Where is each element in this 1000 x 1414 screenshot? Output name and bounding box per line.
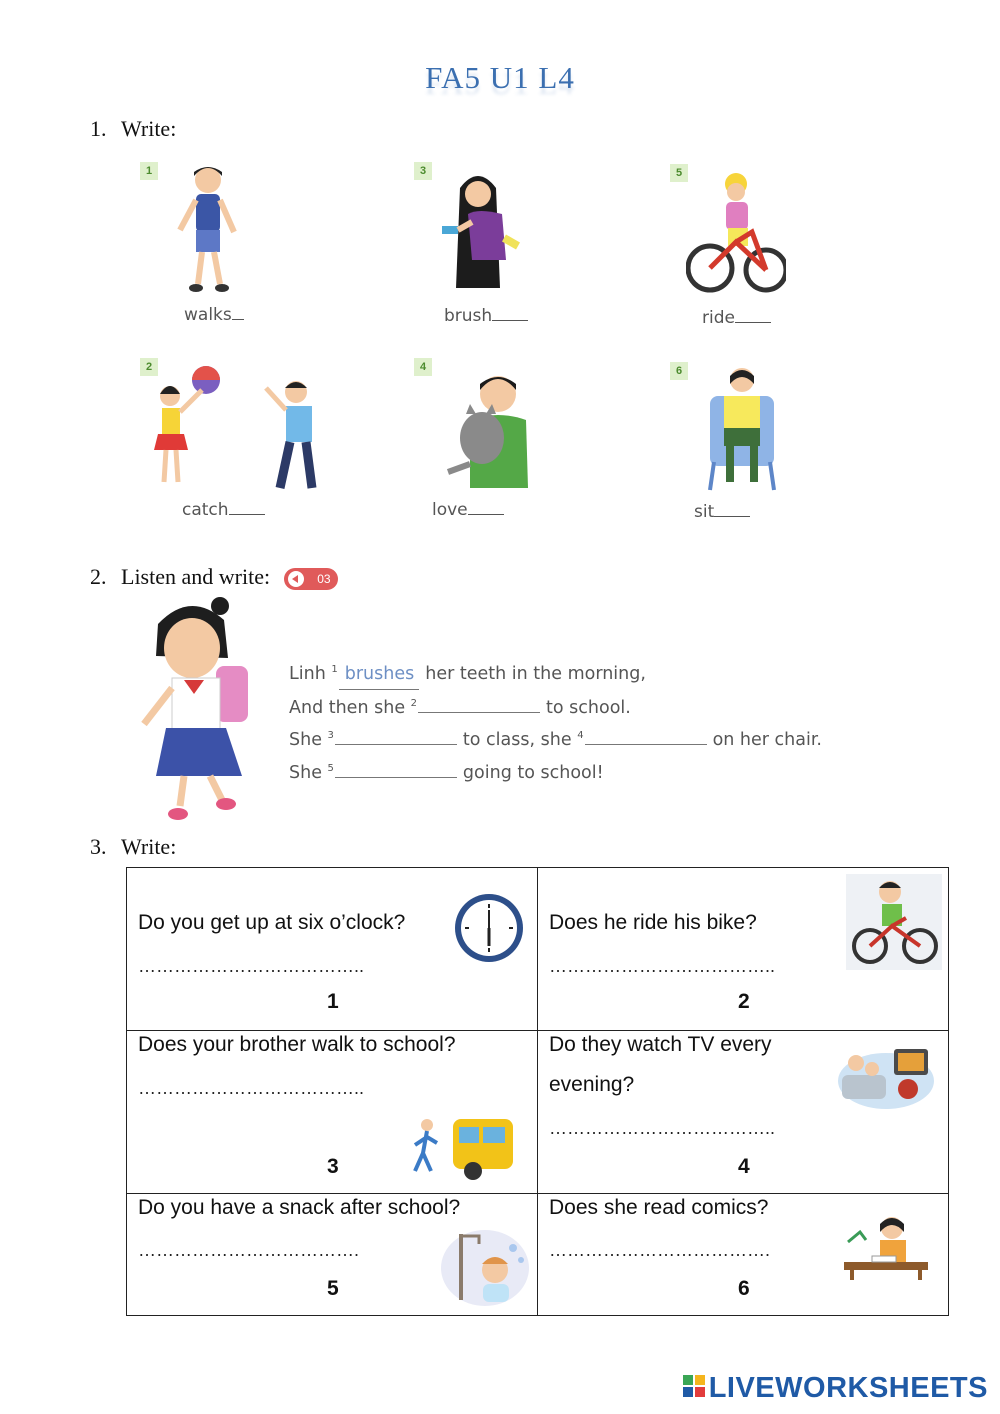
cell-number: 6 [738, 1277, 750, 1300]
question-cell-2 [538, 868, 949, 1031]
questions-table [126, 867, 949, 1316]
exercise-1-item-3 [412, 160, 612, 330]
family-tv-icon [836, 1041, 934, 1111]
girl-sitting-chair-icon [704, 362, 784, 492]
item-word: brush [444, 306, 528, 326]
answer-line[interactable]: ……………………………….. [549, 1118, 776, 1138]
cell-number: 2 [738, 990, 750, 1013]
section-1-heading: 1. Write: [90, 116, 177, 141]
answer-line[interactable]: ……………………………….. [138, 1078, 365, 1098]
item-word: walks [184, 305, 244, 325]
question-text: Do you get up at six o’clock? [138, 911, 406, 934]
item-word: catch [182, 500, 265, 520]
listen-poem [289, 656, 822, 787]
poem-line-4: She $^5$ going to school! [289, 762, 604, 783]
boy-bike-icon [846, 874, 942, 970]
answer-blank[interactable] [335, 744, 457, 745]
question-cell-4 [538, 1031, 949, 1194]
children-catching-ball-icon [144, 358, 334, 498]
item-badge: 4 [414, 358, 432, 376]
answer-blank[interactable] [418, 712, 540, 713]
answer-line[interactable]: ……………………………….. [549, 956, 776, 976]
answer-line[interactable]: ………………………………. [138, 1240, 360, 1260]
girl-with-backpack-icon [132, 596, 262, 828]
walking-boy-icon [172, 162, 242, 297]
question-cell-5 [127, 1194, 538, 1316]
item-badge: 5 [670, 164, 688, 182]
item-word: ride [702, 308, 771, 328]
item-badge: 3 [414, 162, 432, 180]
boy-hugging-cat-icon [440, 368, 540, 493]
question-text: Does your brother walk to school? [138, 1033, 456, 1056]
girl-desk-icon [842, 1212, 932, 1282]
question-text: Do they watch TV every [549, 1033, 772, 1056]
item-word: sit [694, 502, 750, 522]
clock-icon [453, 880, 525, 976]
section-3-heading: 3. Write: [90, 834, 177, 859]
walk-bus-icon [409, 1113, 515, 1183]
question-text: Do you have a snack after school? [138, 1196, 461, 1219]
answer-blank[interactable] [335, 777, 457, 778]
speaker-icon [288, 571, 304, 587]
cell-number: 4 [738, 1155, 750, 1178]
question-cell-6 [538, 1194, 949, 1316]
question-cell-3 [127, 1031, 538, 1194]
cell-number: 3 [327, 1155, 339, 1178]
section-2-heading: 2. Listen and write: 03 [90, 564, 338, 590]
cell-number: 1 [327, 990, 339, 1013]
question-text: Does he ride his bike? [549, 911, 757, 934]
question-cell-1 [127, 868, 538, 1031]
question-text-continued: evening? [549, 1073, 635, 1096]
exercise-1-item-6 [668, 354, 868, 524]
exercise-1-item-1 [138, 160, 338, 330]
item-word: love [432, 500, 504, 520]
question-text: Does she read comics? [549, 1196, 769, 1219]
page-title: FA5 U1 L4 [425, 60, 575, 95]
poem-line-2: And then she $^2$ to school. [289, 697, 631, 718]
exercise-1-item-5 [668, 160, 868, 330]
answer-line[interactable]: ……………………………….. [138, 956, 365, 976]
exercise-1-item-2 [138, 354, 338, 524]
brand-logo: LIVEWORKSHEETS [683, 1372, 988, 1405]
audio-play-button[interactable]: 03 [284, 568, 338, 590]
item-badge: 1 [140, 162, 158, 180]
girl-brushing-hair-icon [438, 168, 528, 298]
answer-filled[interactable]: brushes [339, 660, 420, 690]
brand-mark-icon [683, 1375, 705, 1397]
exercise-1-item-4 [412, 354, 612, 524]
item-badge: 2 [140, 358, 158, 376]
girl-riding-bike-icon [686, 170, 786, 305]
poem-line-1: Linh $^1$ brushes her teeth in the morning, [289, 656, 822, 690]
item-badge: 6 [670, 362, 688, 380]
cell-number: 5 [327, 1277, 339, 1300]
poem-line-3: She $^3$ to class, she $^4$ on her chair. [289, 730, 822, 750]
shower-icon [439, 1226, 529, 1308]
answer-blank[interactable] [585, 744, 707, 745]
answer-line[interactable]: ………………………………. [549, 1240, 771, 1260]
